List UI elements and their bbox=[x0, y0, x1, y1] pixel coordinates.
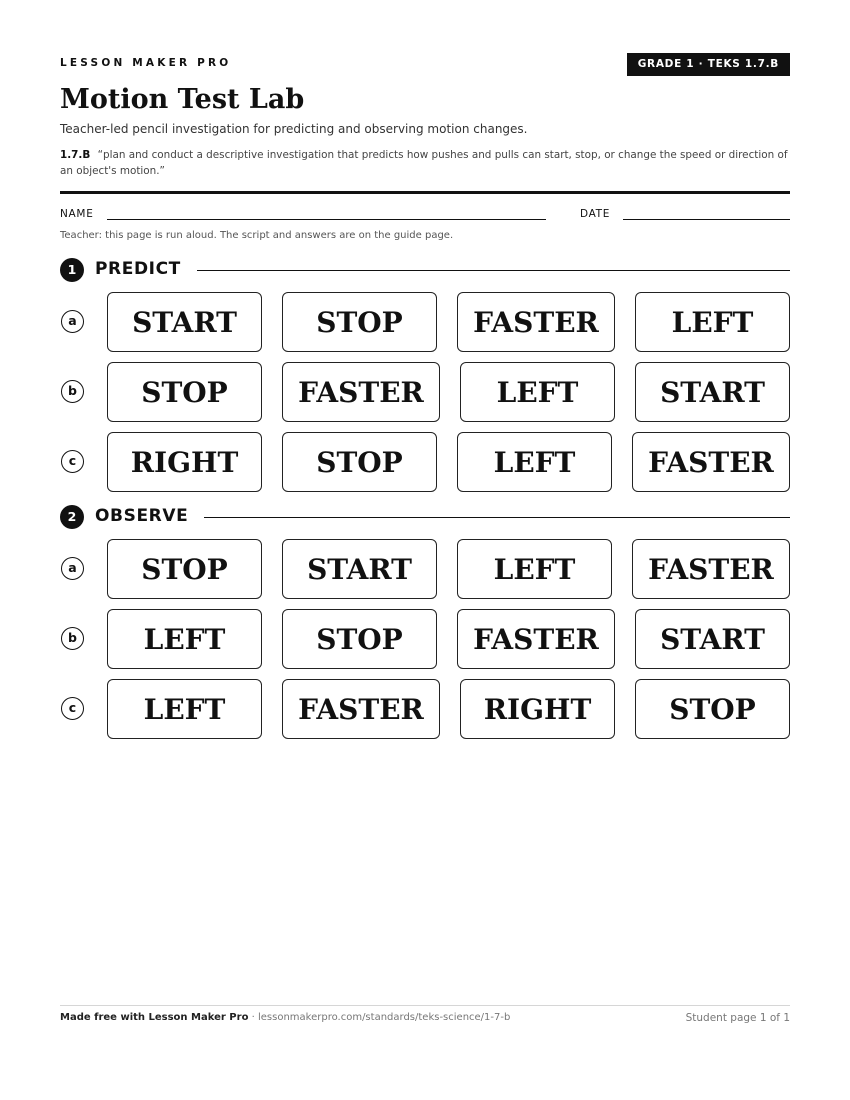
worksheet-page bbox=[60, 0, 790, 1100]
word-card[interactable]: LEFT bbox=[107, 609, 262, 669]
grade-badge: GRADE 1 · TEKS 1.7.B bbox=[627, 53, 790, 76]
row-letter: c bbox=[61, 450, 84, 473]
section-number: 1 bbox=[60, 258, 84, 282]
predict-row-a bbox=[60, 292, 790, 354]
row-letter: a bbox=[61, 557, 84, 580]
footer-url[interactable]: · lessonmakerpro.com/standards/teks-science/1-7-b bbox=[248, 1012, 511, 1023]
word-card[interactable]: FASTER bbox=[457, 609, 615, 669]
name-label: NAME bbox=[60, 208, 94, 220]
section-title: OBSERVE bbox=[95, 506, 189, 526]
word-card[interactable]: LEFT bbox=[457, 539, 612, 599]
standard-text: “plan and conduct a descriptive investigation that predicts how pushes and pulls can start, stop, or change the speed or direction of an object's motion.” bbox=[60, 149, 788, 177]
observe-row-a bbox=[60, 539, 790, 601]
date-field[interactable] bbox=[623, 219, 790, 220]
header-divider bbox=[60, 191, 790, 194]
page-title: Motion Test Lab bbox=[60, 84, 305, 115]
footer-made-with: Made free with Lesson Maker Pro bbox=[60, 1012, 249, 1023]
row-letter: b bbox=[61, 380, 84, 403]
section-divider bbox=[204, 517, 790, 518]
word-card[interactable]: FASTER bbox=[282, 679, 440, 739]
footer-page-number: Student page 1 of 1 bbox=[685, 1012, 790, 1024]
word-card[interactable]: FASTER bbox=[282, 362, 440, 422]
section-predict-header bbox=[60, 258, 790, 282]
word-card[interactable]: STOP bbox=[282, 292, 437, 352]
footer-divider bbox=[60, 1005, 790, 1006]
word-card[interactable]: STOP bbox=[282, 432, 437, 492]
word-card[interactable]: START bbox=[635, 609, 790, 669]
word-card[interactable]: START bbox=[635, 362, 790, 422]
standard-code: 1.7.B bbox=[60, 149, 91, 161]
word-card[interactable]: FASTER bbox=[632, 432, 790, 492]
header-bar bbox=[60, 52, 790, 78]
predict-row-c bbox=[60, 432, 790, 494]
word-card[interactable]: LEFT bbox=[635, 292, 790, 352]
name-date-fields bbox=[60, 206, 790, 222]
word-card[interactable]: LEFT bbox=[460, 362, 615, 422]
predict-row-b bbox=[60, 362, 790, 424]
word-card[interactable]: STOP bbox=[107, 362, 262, 422]
section-title: PREDICT bbox=[95, 259, 181, 279]
row-letter: b bbox=[61, 627, 84, 650]
standard-description bbox=[60, 147, 790, 179]
word-card[interactable]: RIGHT bbox=[460, 679, 615, 739]
word-card[interactable]: STOP bbox=[107, 539, 262, 599]
brand-name: LESSON MAKER PRO bbox=[60, 57, 232, 69]
word-card[interactable]: START bbox=[107, 292, 262, 352]
section-divider bbox=[197, 270, 790, 271]
word-card[interactable]: LEFT bbox=[107, 679, 262, 739]
word-card[interactable]: FASTER bbox=[632, 539, 790, 599]
teacher-note: Teacher: this page is run aloud. The script and answers are on the guide page. bbox=[60, 230, 454, 241]
word-card[interactable]: FASTER bbox=[457, 292, 615, 352]
word-card[interactable]: STOP bbox=[282, 609, 437, 669]
date-label: DATE bbox=[580, 208, 611, 220]
word-card[interactable]: LEFT bbox=[457, 432, 612, 492]
word-card[interactable]: STOP bbox=[635, 679, 790, 739]
section-observe-header bbox=[60, 505, 790, 529]
word-card[interactable]: RIGHT bbox=[107, 432, 262, 492]
row-letter: c bbox=[61, 697, 84, 720]
name-field[interactable] bbox=[107, 219, 546, 220]
footer-credit bbox=[60, 1012, 510, 1023]
word-card[interactable]: START bbox=[282, 539, 437, 599]
row-letter: a bbox=[61, 310, 84, 333]
observe-row-c bbox=[60, 679, 790, 741]
page-subtitle: Teacher-led pencil investigation for predicting and observing motion changes. bbox=[60, 122, 528, 136]
section-number: 2 bbox=[60, 505, 84, 529]
observe-row-b bbox=[60, 609, 790, 671]
